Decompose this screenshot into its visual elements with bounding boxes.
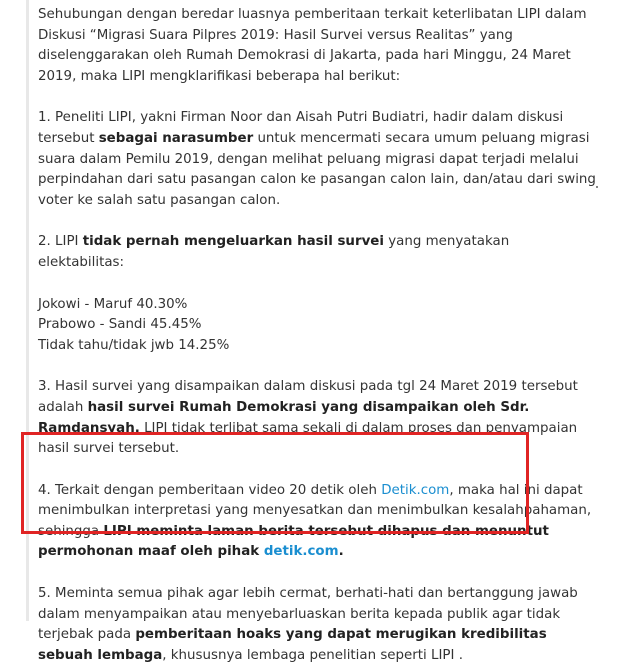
point-1: 1. Peneliti LIPI, yakni Firman Noor dan Aisah Putri Budiatri, hadir dalam diskusi tersebut sebagai narasumber untuk mencermati secara umum peluang migrasi suara dalam Pemilu 2019, dengan melihat peluang migrasi dapat terjadi melalui perpindahan dari satu pasangan calon ke pasangan calon lain, dan/atau dari swing voter ke salah satu pasangan calon. — [38, 110, 596, 208]
point-5: 5. Meminta semua pihak agar lebih cermat, berhati-hati dan bertanggung jawab dalam menyampaikan atau menyebarluaskan berita kepada publik agar tidak terjebak pada pemberitaan hoaks yang dapat merugikan kredibilitas sebuah lembaga, khususnya lembaga penelitian seperti LIPI . — [38, 586, 578, 663]
intro-paragraph: Sehubungan dengan beredar luasnya pemberitaan terkait keterlibatan LIPI dalam Diskusi “Migrasi Suara Pilpres 2019: Hasil Survei versus Realitas” yang diselenggarakan oleh Rumah Demokrasi di Jakarta, pada hari Minggu, 24 Maret 2019, maka LIPI mengklarifikasi beberapa hal berikut: — [38, 7, 587, 84]
detik-link[interactable]: Detik.com — [381, 482, 450, 498]
point-4: 4. Terkait dengan pemberitaan video 20 detik oleh Detik.com, maka hal ini dapat menimbulkan interpretasi yang menyesatkan dan menimbulkan kesalahpahaman, sehingga LIPI meminta laman berita tersebut dihapus dan menuntut permohonan maaf oleh pihak detik.com. — [38, 482, 592, 560]
point-2-emphasis: tidak pernah mengeluarkan hasil survei — [82, 234, 384, 250]
point-1-emphasis: sebagai narasumber — [98, 130, 254, 146]
detik-link-bold[interactable]: detik.com — [263, 544, 339, 560]
point-2: 2. LIPI tidak pernah mengeluarkan hasil survei yang menyatakan elektabilitas: — [38, 234, 510, 270]
survey-result-3: Tidak tahu/tidak jwb 14.25% — [38, 337, 230, 353]
point-3-emphasis: hasil survei Rumah Demokrasi yang disampaikan oleh Sdr. Ramdansyah. — [38, 399, 530, 436]
clarification-text — [38, 0, 598, 666]
point-5-emphasis: pemberitaan hoaks yang dapat merugikan kredibilitas sebuah lembaga — [38, 627, 547, 663]
survey-result-1: Jokowi - Maruf 40.30% — [38, 296, 188, 312]
point-4-emphasis: LIPI meminta laman berita tersebut dihapus dan menuntut permohonan maaf oleh pihak detik.com. — [38, 523, 549, 560]
point-3: 3. Hasil survei yang disampaikan dalam diskusi pada tgl 24 Maret 2019 tersebut adalah hasil survei Rumah Demokrasi yang disampaikan oleh Sdr. Ramdansyah. LIPI tidak terlibat sama sekali di dalam proses dan penyampaian hasil survei tersebut. — [38, 379, 578, 457]
survey-result-2: Prabowo - Sandi 45.45% — [38, 317, 202, 333]
red-highlight-box — [21, 432, 529, 534]
